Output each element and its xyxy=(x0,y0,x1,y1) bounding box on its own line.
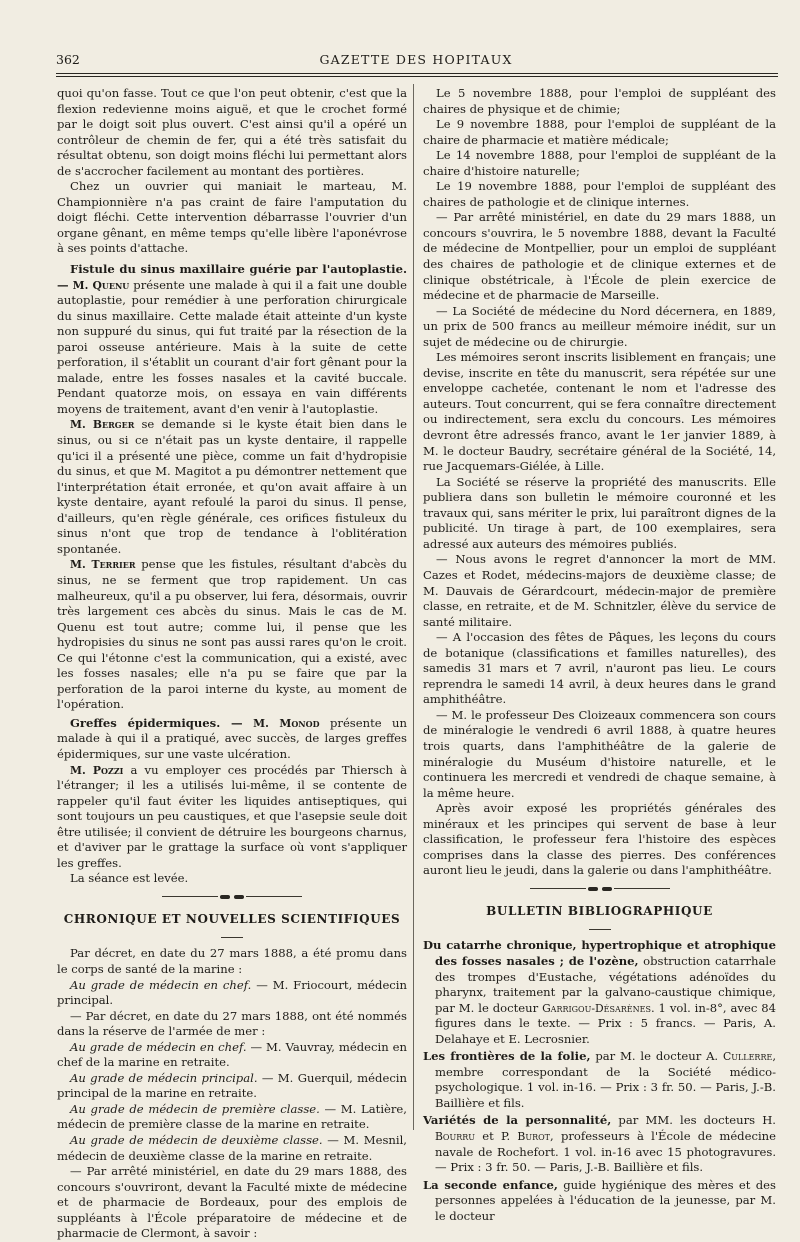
article-greffes xyxy=(57,716,407,763)
book-title: Les frontières de la folie, xyxy=(423,1049,591,1064)
paragraph: — A l'occasion des fêtes de Pâques, les leçons du cours de botanique (classifications et familles naturelles), des samedis 31 mars et 7 avril, n'auront pas lieu. Le cours reprendra le samedi 14 avril, à deux heures dans le grand amphithéâtre. xyxy=(423,630,776,707)
book-title: Variétés de la personnalité, xyxy=(423,1113,612,1128)
page-number: 362 xyxy=(56,52,80,67)
concours-date: Le 19 novembre 1888, pour l'emploi de suppléant des chaires de pathologie et de clinique internes. xyxy=(423,179,776,209)
bibliography-entry xyxy=(423,1049,776,1111)
section-ornament-small xyxy=(423,924,776,934)
paragraph: Après avoir exposé les propriétés générales des minéraux et les principes qui servent de base à leur classification, le professeur fera l'histoire des espèces comprises dans la classe des pierres. Des conférences auront lieu le jeudi, dans la galerie ou dans l'amphithéâtre. xyxy=(423,801,776,878)
author-name: M. Quenu xyxy=(72,278,130,292)
book-description: par MM. les docteurs H. xyxy=(611,1113,776,1128)
article-text: pense que les fistules, résultant d'abcès du sinus, ne se ferment que trop rapidement. Un cas malheureux, qu'il a pu observer, lui fera, désormais, ouvrir très largement ces abcès du sinus. Mais le cas de M. Quenu est tout autre; comme lui, il pense que les hydropisies du sinus ne sont pas aussi rares qu'on le croit. Ce qui l'étonne c'est la communication, qui a existé, avec les fosses nasales; elle n'a pu se faire que par la perforation de la paroi interne du kyste, au moment de l'opération. xyxy=(57,557,408,712)
book-author: Cullerre xyxy=(722,1050,773,1064)
grade-label: Au grade de médecin en chef. xyxy=(70,977,252,992)
book-title: Du catarrhe chronique, hypertrophique et atrophique des fosses nasales ; de l'ozène, xyxy=(423,938,776,968)
book-details: , membre correspondant de la Société médico-psychologique. 1 vol. in-16. — Prix : 3 fr. 50. — Paris, J.-B. Baillière et fils. xyxy=(435,1049,776,1110)
journal-title: GAZETTE DES HOPITAUX xyxy=(319,52,513,67)
section-ornament xyxy=(423,884,776,894)
paragraph: — Par arrêté ministériel, en date du 29 mars 1888, un concours s'ouvrira, le 5 novembre 1888, devant la Faculté de médecine de Montpellier, pour un emploi de suppléant des chaires de pathologie et de clinique externes et de clinique obstétricale, à l'École de plein exercice de médecine et de pharmacie de Marseille. xyxy=(423,210,776,303)
article-text: a vu employer ces procédés par Thiersch à l'étranger; il les a utilisés lui-même, il se contente de rappeler qu'il faut éviter les liquides antiseptiques, qui sont toujours un peu caustiques, et que l'asepsie seule doit être utilisée; il convient de détruire les bourgeons charnus, et d'aviver par le grattage la surface où vont s'appliquer les greffes. xyxy=(57,762,407,870)
section-ornament-small xyxy=(57,932,407,942)
grade-label: Au grade de médecin de deuxième classe. xyxy=(70,1133,323,1147)
book-description: guide hygiénique des mères et des personnes appelées à l'éducation de la jeunesse, par M. le docteur xyxy=(435,1177,776,1223)
appointment xyxy=(57,1040,407,1071)
book-description: obstruction catarrhale des trompes d'Eustache, végétations adénoïdes du pharynx, traitement par la galvano-caustique chimique, par M. le docteur xyxy=(435,953,776,1015)
paragraph-pozzi xyxy=(57,763,407,872)
grade-label: Au grade de médecin de première classe. xyxy=(70,1101,320,1116)
concours-date: Le 14 novembre 1888, pour l'emploi de suppléant de la chaire d'histoire naturelle; xyxy=(423,148,776,178)
book-author: Garrigou-Désarènes xyxy=(542,1001,651,1015)
grade-label: Au grade de médecin en chef. xyxy=(70,1039,247,1054)
paragraph: — Nous avons le regret d'annoncer la mort de MM. Cazes et Rodet, médecins-majors de deuxième classe; de M. Dauvais de Gérardcourt, médecin-major de première classe, en retraite, et de M. Schnitzler, élève du service de santé militaire. xyxy=(423,552,776,629)
left-column xyxy=(57,86,407,1242)
book-description: et P. xyxy=(475,1129,518,1143)
article-text: présente une malade à qui il a fait une double autoplastie, pour remédier à une perforation chirurgicale du sinus maxillaire. Cette malade était atteinte d'un kyste non suppuré du sinus, qui fut traité par la résection de la paroi osseuse antérieure. Mais à la suite de cette perforation, il s'établit un courant d'air fort gênant pour la malade, entre les fosses nasales et la cavité buccale. Pendant quatorze mois, on essaya en vain différents moyens de traitement, avant d'en venir à l'autoplastie. xyxy=(57,277,407,416)
paragraph: — M. le professeur Des Cloizeaux commencera son cours de minéralogie le vendredi 6 avril 1888, à quatre heures trois quarts, dans l'amphithéâtre de la galerie de minéralogie du Muséum d'histoire naturelle, et le continuera les mercredi et vendredi de chaque semaine, à la même heure. xyxy=(423,707,776,800)
author-name: M. Terrier xyxy=(70,558,136,572)
book-details: , professeurs à l'École de médecine navale de Rochefort. 1 vol. in-16 avec 15 photogravures. — Prix : 3 fr. 50. — Paris, J.-B. Baillière et fils. xyxy=(435,1129,776,1175)
section-title-bulletin: BULLETIN BIBLIOGRAPHIQUE xyxy=(486,903,713,918)
bibliography-entry xyxy=(423,1113,776,1175)
paragraph: — Par arrêté ministériel, en date du 29 mars 1888, des concours s'ouvriront, devant la Faculté mixte de médecine et de pharmacie de Bordeaux, pour des emplois de suppléants à l'École préparatoire de médecine et de pharmacie de Clermont, à savoir : xyxy=(57,1164,407,1241)
column-divider xyxy=(413,84,414,1130)
paragraph: Les mémoires seront inscrits lisiblement en français; une devise, inscrite en tête du manuscrit, sera répétée sur une enveloppe cachetée, contenant le nom et l'adresse des auteurs. Tout concurrent, qui se fera connaître directement ou indirectement, sera exclu du concours. Les mémoires devront être adressés franco, avant le 1er janvier 1889, à M. le docteur Baudry, secrétaire général de la Société, 14, rue Jacquemars-Giélée, à Lille. xyxy=(423,350,776,474)
book-description: par M. le docteur A. xyxy=(590,1049,723,1064)
right-column xyxy=(423,86,776,1224)
page-header xyxy=(56,52,776,72)
appointment-text: — M. Vauvray, médecin en chef de la marine en retraite. xyxy=(57,1039,407,1070)
appointment-text: — M. Latière, médecin de première classe de la marine en retraite. xyxy=(57,1101,407,1132)
article-heading: Fistule du sinus maxillaire guérie par l'autoplastie. — xyxy=(57,262,407,292)
header-rule-thin xyxy=(56,76,778,77)
appointment xyxy=(57,978,407,1009)
paragraph: Par décret, en date du 27 mars 1888, a été promu dans le corps de santé de la marine : xyxy=(57,946,407,976)
appointment xyxy=(57,1133,407,1164)
author-name: M. Berger xyxy=(70,418,135,432)
article-fistule xyxy=(57,262,407,417)
author-name: M. Monod xyxy=(253,716,320,730)
closing-line: La séance est levée. xyxy=(70,871,189,886)
book-title: La seconde enfance, xyxy=(423,1177,558,1192)
appointment xyxy=(57,1071,407,1102)
grade-label: Au grade de médecin principal. xyxy=(70,1070,258,1085)
concours-date: Le 5 novembre 1888, pour l'emploi de suppléant des chaires de physique et de chimie; xyxy=(423,86,776,116)
paragraph: La Société se réserve la propriété des manuscrits. Elle publiera dans son bulletin le mémoire couronné et les travaux qui, sans mériter le prix, lui paraîtront dignes de la publicité. Un tirage à part, de 100 exemplaires, sera adressé aux auteurs des mémoires publiés. xyxy=(423,474,776,551)
book-author: Bourru xyxy=(435,1130,476,1143)
appointment-text: — M. Friocourt, médecin principal. xyxy=(57,977,407,1008)
article-text: présente un malade à qui il a pratiqué, avec succès, de larges greffes épidermiques, sur une vaste ulcération. xyxy=(57,715,407,761)
bibliography-entry xyxy=(423,1178,776,1225)
author-name: M. Pozzi xyxy=(70,763,124,777)
book-details: . 1 vol. in-8°, avec 84 figures dans le texte. — Prix : 5 francs. — Paris, A. Delahaye et E. Lecrosnier. xyxy=(435,1000,776,1046)
paragraph: Chez un ouvrier qui maniait le marteau, M. Championnière n'a pas craint de faire l'amputation du doigt fléchi. Cette intervention débarrasse l'ouvrier d'un organe gênant, en même temps qu'elle libère l'aponévrose à ses points d'attache. xyxy=(57,179,407,256)
paragraph: — La Société de médecine du Nord décernera, en 1889, un prix de 500 francs au meilleur mémoire inédit, sur un sujet de médecine ou de chirurgie. xyxy=(423,303,776,349)
appointment xyxy=(57,1102,407,1133)
section-title-chronique: CHRONIQUE ET NOUVELLES SCIENTIFIQUES xyxy=(63,911,401,926)
article-heading: Greffes épidermiques. — xyxy=(70,715,243,730)
paragraph-terrier xyxy=(57,557,407,712)
article-text: se demande si le kyste était bien dans le sinus, ou si ce n'était pas un kyste dentaire, il rappelle qu'ici il a présenté une pièce, comme un fait d'hydropisie du sinus, et que M. Magitot a pu démontrer nettement que l'interprétation était erronée, et qu'on avait affaire à un kyste dentaire, ayant refoulé la paroi du sinus. Il pense, d'ailleurs, qu'en règle générale, ces orifices fistuleux du sinus n'ont que trop de tendance à l'oblitération spontanée. xyxy=(57,417,408,556)
paragraph: quoi qu'on fasse. Tout ce que l'on peut obtenir, c'est que la flexion redevienne moins aiguë, et que le crochet formé par le doigt soit plus ouvert. C'est ainsi qu'il a opéré un contrôleur de chemin de fer, qui a été très satisfait du résultat obtenu, son doigt moins fléchi lui permettant alors de s'accrocher facilement au montant des portières. xyxy=(57,86,407,178)
appointment-text: — M. Guerquil, médecin principal de la marine en retraite. xyxy=(57,1070,407,1101)
paragraph-berger xyxy=(57,417,407,557)
paragraph: — Par décret, en date du 27 mars 1888, ont été nommés dans la réserve de l'armée de mer : xyxy=(57,1008,407,1039)
section-ornament xyxy=(57,892,407,902)
appointment-text: — M. Mesnil, médecin de deuxième classe de la marine en retraite. xyxy=(57,1133,407,1163)
concours-date: Le 9 novembre 1888, pour l'emploi de suppléant de la chaire de pharmacie et matière médicale; xyxy=(423,117,776,147)
header-rule-thick xyxy=(56,73,778,74)
book-author: Burot xyxy=(517,1130,551,1143)
bibliography-entry xyxy=(423,938,776,1047)
